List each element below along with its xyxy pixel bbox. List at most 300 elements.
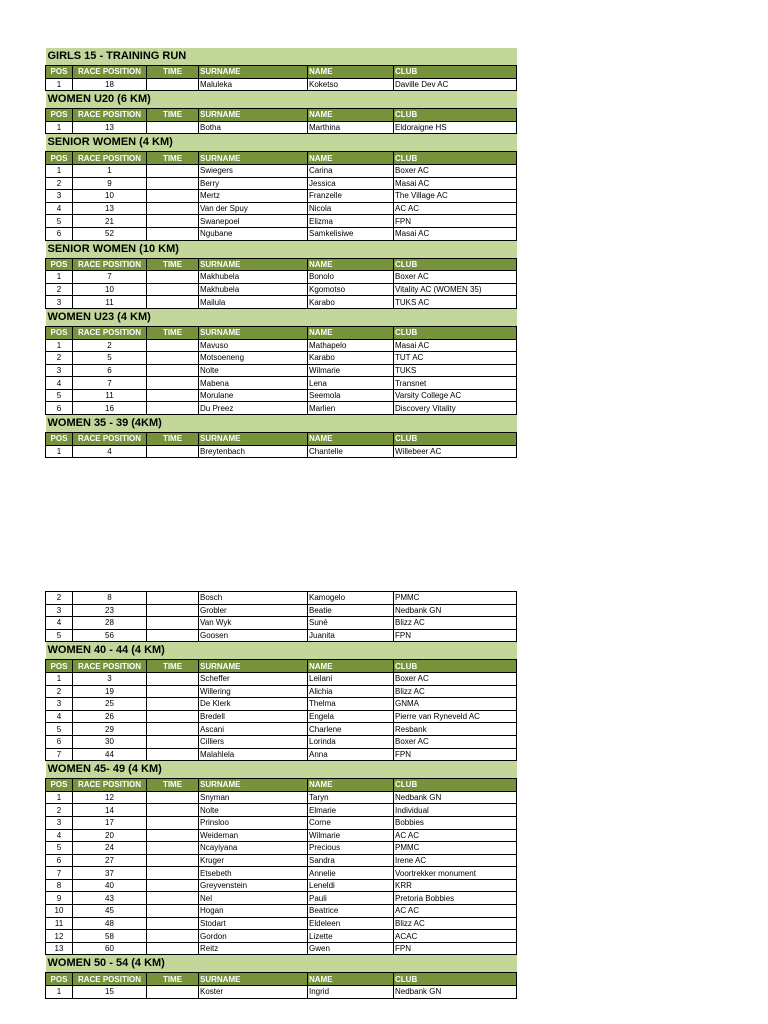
surname-cell: Nel <box>199 892 308 905</box>
pos-cell: 1 <box>46 78 73 91</box>
name-cell: Thelma <box>308 698 394 711</box>
time-cell <box>147 164 199 177</box>
table-row <box>46 364 517 377</box>
surname-cell: Mavuso <box>199 339 308 352</box>
category-title: WOMEN 45- 49 (4 KM) <box>46 761 517 779</box>
surname-cell: Koster <box>199 986 308 999</box>
column-header-pos: POS <box>46 66 73 79</box>
name-cell: Koketso <box>308 78 394 91</box>
table-row <box>46 791 517 804</box>
race-position-cell: 9 <box>73 177 147 190</box>
surname-cell: Kruger <box>199 854 308 867</box>
name-cell: Lorinda <box>308 735 394 748</box>
surname-cell: Reitz <box>199 942 308 955</box>
club-cell: Nedbank GN <box>394 604 517 617</box>
club-cell: The Village AC <box>394 190 517 203</box>
column-header-club: CLUB <box>394 152 517 165</box>
name-cell: Nicola <box>308 202 394 215</box>
column-header-name: NAME <box>308 66 394 79</box>
table-row <box>46 672 517 685</box>
name-cell: Sandra <box>308 854 394 867</box>
race-position-cell: 29 <box>73 723 147 736</box>
surname-cell: Goosen <box>199 629 308 642</box>
column-header-surname: SURNAME <box>199 66 308 79</box>
time-cell <box>147 879 199 892</box>
column-header-time: TIME <box>147 66 199 79</box>
column-header-surname: SURNAME <box>199 152 308 165</box>
column-header-time: TIME <box>147 660 199 673</box>
name-cell: Leneldi <box>308 879 394 892</box>
surname-cell: Prinsloo <box>199 816 308 829</box>
pos-cell: 8 <box>46 879 73 892</box>
column-header-name: NAME <box>308 258 394 271</box>
time-cell <box>147 854 199 867</box>
time-cell <box>147 617 199 630</box>
category-title: WOMEN 50 - 54 (4 KM) <box>46 955 517 973</box>
name-cell: Franzelle <box>308 190 394 203</box>
pos-cell: 2 <box>46 685 73 698</box>
table-row <box>46 842 517 855</box>
surname-cell: Scheffer <box>199 672 308 685</box>
name-cell: Juanita <box>308 629 394 642</box>
club-cell: Willebeer AC <box>394 445 517 458</box>
name-cell: Kamogelo <box>308 592 394 605</box>
table-row <box>46 942 517 955</box>
time-cell <box>147 177 199 190</box>
surname-cell: Mailula <box>199 296 308 309</box>
club-cell: ACAC <box>394 930 517 943</box>
table-row <box>46 829 517 842</box>
column-header-club: CLUB <box>394 433 517 446</box>
time-cell <box>147 121 199 134</box>
time-cell <box>147 78 199 91</box>
pos-cell: 3 <box>46 698 73 711</box>
name-cell: Wilmarie <box>308 364 394 377</box>
club-cell: Eldoraigne HS <box>394 121 517 134</box>
column-header-club: CLUB <box>394 779 517 792</box>
surname-cell: Bredell <box>199 710 308 723</box>
race-position-cell: 11 <box>73 296 147 309</box>
column-header-name: NAME <box>308 973 394 986</box>
time-cell <box>147 748 199 761</box>
column-header-surname: SURNAME <box>199 660 308 673</box>
category-title: SENIOR WOMEN (10 KM) <box>46 240 517 258</box>
category-title-row <box>46 91 517 109</box>
race-position-cell: 3 <box>73 672 147 685</box>
club-cell: Masai AC <box>394 339 517 352</box>
pos-cell: 4 <box>46 617 73 630</box>
column-header-surname: SURNAME <box>199 433 308 446</box>
time-cell <box>147 942 199 955</box>
name-cell: Elizma <box>308 215 394 228</box>
club-cell: FPN <box>394 942 517 955</box>
race-position-cell: 14 <box>73 804 147 817</box>
pos-cell: 13 <box>46 942 73 955</box>
pos-cell: 1 <box>46 986 73 999</box>
column-header-row <box>46 433 517 446</box>
pos-cell: 12 <box>46 930 73 943</box>
race-position-cell: 20 <box>73 829 147 842</box>
race-position-cell: 60 <box>73 942 147 955</box>
club-cell: Irene AC <box>394 854 517 867</box>
category-title: WOMEN 35 - 39 (4KM) <box>46 415 517 433</box>
club-cell: TUT AC <box>394 352 517 365</box>
club-cell: Nedbank GN <box>394 791 517 804</box>
club-cell: Discovery Vitality <box>394 402 517 415</box>
table-row <box>46 867 517 880</box>
table-row <box>46 710 517 723</box>
club-cell: AC AC <box>394 905 517 918</box>
surname-cell: Cilliers <box>199 735 308 748</box>
name-cell: Jessica <box>308 177 394 190</box>
club-cell: Bobbies <box>394 816 517 829</box>
column-header-race-position: RACE POSITION <box>73 433 147 446</box>
name-cell: Lizette <box>308 930 394 943</box>
name-cell: Wilmarie <box>308 829 394 842</box>
race-position-cell: 48 <box>73 917 147 930</box>
table-row <box>46 854 517 867</box>
time-cell <box>147 339 199 352</box>
time-cell <box>147 271 199 284</box>
club-cell: Resbank <box>394 723 517 736</box>
surname-cell: Van der Spuy <box>199 202 308 215</box>
race-position-cell: 15 <box>73 986 147 999</box>
column-header-row <box>46 973 517 986</box>
column-header-name: NAME <box>308 109 394 122</box>
column-header-pos: POS <box>46 660 73 673</box>
surname-cell: De Klerk <box>199 698 308 711</box>
name-cell: Bonolo <box>308 271 394 284</box>
surname-cell: Weideman <box>199 829 308 842</box>
pos-cell: 4 <box>46 202 73 215</box>
surname-cell: Greyvenstein <box>199 879 308 892</box>
column-header-club: CLUB <box>394 660 517 673</box>
category-title: WOMEN 40 - 44 (4 KM) <box>46 642 517 660</box>
column-header-time: TIME <box>147 258 199 271</box>
column-header-race-position: RACE POSITION <box>73 779 147 792</box>
column-header-name: NAME <box>308 326 394 339</box>
column-header-pos: POS <box>46 326 73 339</box>
time-cell <box>147 389 199 402</box>
pos-cell: 3 <box>46 296 73 309</box>
race-position-cell: 5 <box>73 352 147 365</box>
surname-cell: Malahlela <box>199 748 308 761</box>
race-position-cell: 56 <box>73 629 147 642</box>
table-row <box>46 816 517 829</box>
pos-cell: 3 <box>46 816 73 829</box>
pos-cell: 4 <box>46 377 73 390</box>
column-header-time: TIME <box>147 433 199 446</box>
category-title: WOMEN U20 (6 KM) <box>46 91 517 109</box>
name-cell: Beatrice <box>308 905 394 918</box>
column-header-surname: SURNAME <box>199 109 308 122</box>
table-row <box>46 892 517 905</box>
name-cell: Suné <box>308 617 394 630</box>
time-cell <box>147 816 199 829</box>
time-cell <box>147 352 199 365</box>
club-cell: Blizz AC <box>394 685 517 698</box>
table-row <box>46 121 517 134</box>
club-cell: TUKS <box>394 364 517 377</box>
name-cell: Precious <box>308 842 394 855</box>
column-header-race-position: RACE POSITION <box>73 973 147 986</box>
column-header-row <box>46 779 517 792</box>
race-position-cell: 7 <box>73 271 147 284</box>
table-row <box>46 986 517 999</box>
column-header-race-position: RACE POSITION <box>73 66 147 79</box>
table-row <box>46 748 517 761</box>
table-row <box>46 78 517 91</box>
race-position-cell: 11 <box>73 389 147 402</box>
pos-cell: 1 <box>46 164 73 177</box>
surname-cell: Ascani <box>199 723 308 736</box>
surname-cell: Morulane <box>199 389 308 402</box>
time-cell <box>147 402 199 415</box>
pos-cell: 7 <box>46 748 73 761</box>
pos-cell: 5 <box>46 723 73 736</box>
time-cell <box>147 986 199 999</box>
surname-cell: Botha <box>199 121 308 134</box>
column-header-race-position: RACE POSITION <box>73 660 147 673</box>
race-position-cell: 27 <box>73 854 147 867</box>
table-row <box>46 227 517 240</box>
time-cell <box>147 685 199 698</box>
race-position-cell: 6 <box>73 364 147 377</box>
column-header-row <box>46 258 517 271</box>
pos-cell: 3 <box>46 604 73 617</box>
time-cell <box>147 604 199 617</box>
column-header-name: NAME <box>308 660 394 673</box>
surname-cell: Swanepoel <box>199 215 308 228</box>
column-header-row <box>46 66 517 79</box>
pos-cell: 7 <box>46 867 73 880</box>
table-row <box>46 629 517 642</box>
time-cell <box>147 296 199 309</box>
pos-cell: 5 <box>46 842 73 855</box>
column-header-name: NAME <box>308 433 394 446</box>
pos-cell: 3 <box>46 364 73 377</box>
pos-cell: 6 <box>46 402 73 415</box>
pos-cell: 1 <box>46 672 73 685</box>
surname-cell: Stodart <box>199 917 308 930</box>
table-row <box>46 685 517 698</box>
column-header-surname: SURNAME <box>199 973 308 986</box>
category-title: WOMEN U23 (4 KM) <box>46 308 517 326</box>
pos-cell: 1 <box>46 121 73 134</box>
club-cell: Blizz AC <box>394 917 517 930</box>
column-header-surname: SURNAME <box>199 779 308 792</box>
table-row <box>46 723 517 736</box>
name-cell: Carina <box>308 164 394 177</box>
column-header-club: CLUB <box>394 326 517 339</box>
column-header-race-position: RACE POSITION <box>73 258 147 271</box>
time-cell <box>147 791 199 804</box>
column-header-surname: SURNAME <box>199 258 308 271</box>
race-position-cell: 23 <box>73 604 147 617</box>
pos-cell: 10 <box>46 905 73 918</box>
table-row <box>46 804 517 817</box>
club-cell: Individual <box>394 804 517 817</box>
column-header-name: NAME <box>308 779 394 792</box>
club-cell: PMMC <box>394 842 517 855</box>
time-cell <box>147 917 199 930</box>
time-cell <box>147 445 199 458</box>
table-row <box>46 190 517 203</box>
club-cell: FPN <box>394 748 517 761</box>
club-cell: FPN <box>394 215 517 228</box>
pos-cell: 5 <box>46 629 73 642</box>
time-cell <box>147 283 199 296</box>
column-header-time: TIME <box>147 326 199 339</box>
category-title-row <box>46 415 517 433</box>
pos-cell: 5 <box>46 215 73 228</box>
race-position-cell: 10 <box>73 283 147 296</box>
surname-cell: Mertz <box>199 190 308 203</box>
club-cell: Nedbank GN <box>394 986 517 999</box>
table-row <box>46 271 517 284</box>
column-header-time: TIME <box>147 109 199 122</box>
club-cell: Vitality AC (WOMEN 35) <box>394 283 517 296</box>
column-header-pos: POS <box>46 152 73 165</box>
category-title-row <box>46 240 517 258</box>
name-cell: Anna <box>308 748 394 761</box>
time-cell <box>147 202 199 215</box>
time-cell <box>147 930 199 943</box>
race-position-cell: 44 <box>73 748 147 761</box>
name-cell: Marthina <box>308 121 394 134</box>
category-title-row <box>46 761 517 779</box>
name-cell: Beatie <box>308 604 394 617</box>
race-position-cell: 24 <box>73 842 147 855</box>
time-cell <box>147 735 199 748</box>
surname-cell: Nolte <box>199 804 308 817</box>
surname-cell: Gordon <box>199 930 308 943</box>
club-cell: AC AC <box>394 829 517 842</box>
pos-cell: 1 <box>46 339 73 352</box>
club-cell: PMMC <box>394 592 517 605</box>
column-header-race-position: RACE POSITION <box>73 326 147 339</box>
name-cell: Kgomotso <box>308 283 394 296</box>
name-cell: Marlien <box>308 402 394 415</box>
results-page-1 <box>45 48 516 458</box>
category-title-row <box>46 308 517 326</box>
name-cell: Eldeleen <box>308 917 394 930</box>
category-title: SENIOR WOMEN (4 KM) <box>46 134 517 152</box>
race-position-cell: 13 <box>73 202 147 215</box>
race-position-cell: 26 <box>73 710 147 723</box>
race-position-cell: 2 <box>73 339 147 352</box>
club-cell: GNMA <box>394 698 517 711</box>
pos-cell: 6 <box>46 227 73 240</box>
column-header-pos: POS <box>46 973 73 986</box>
name-cell: Gwen <box>308 942 394 955</box>
column-header-club: CLUB <box>394 973 517 986</box>
name-cell: Ingrid <box>308 986 394 999</box>
race-position-cell: 58 <box>73 930 147 943</box>
race-position-cell: 37 <box>73 867 147 880</box>
club-cell: TUKS AC <box>394 296 517 309</box>
club-cell: Pretoria Bobbies <box>394 892 517 905</box>
race-position-cell: 19 <box>73 685 147 698</box>
surname-cell: Nolte <box>199 364 308 377</box>
race-position-cell: 30 <box>73 735 147 748</box>
column-header-club: CLUB <box>394 258 517 271</box>
time-cell <box>147 227 199 240</box>
pos-cell: 3 <box>46 190 73 203</box>
time-cell <box>147 829 199 842</box>
surname-cell: Ngubane <box>199 227 308 240</box>
club-cell: Voortrekker monument <box>394 867 517 880</box>
time-cell <box>147 364 199 377</box>
club-cell: FPN <box>394 629 517 642</box>
table-row <box>46 445 517 458</box>
pos-cell: 4 <box>46 829 73 842</box>
column-header-row <box>46 109 517 122</box>
name-cell: Karabo <box>308 352 394 365</box>
table-row <box>46 879 517 892</box>
race-position-cell: 8 <box>73 592 147 605</box>
name-cell: Corne <box>308 816 394 829</box>
time-cell <box>147 672 199 685</box>
time-cell <box>147 592 199 605</box>
surname-cell: Van Wyk <box>199 617 308 630</box>
results-table-page-1 <box>45 48 517 458</box>
column-header-race-position: RACE POSITION <box>73 109 147 122</box>
column-header-time: TIME <box>147 973 199 986</box>
club-cell: Boxer AC <box>394 271 517 284</box>
name-cell: Annelie <box>308 867 394 880</box>
table-row <box>46 905 517 918</box>
column-header-race-position: RACE POSITION <box>73 152 147 165</box>
club-cell: Boxer AC <box>394 672 517 685</box>
time-cell <box>147 215 199 228</box>
name-cell: Charlene <box>308 723 394 736</box>
race-position-cell: 16 <box>73 402 147 415</box>
name-cell: Seemola <box>308 389 394 402</box>
race-position-cell: 25 <box>73 698 147 711</box>
category-title-row <box>46 134 517 152</box>
time-cell <box>147 698 199 711</box>
table-row <box>46 402 517 415</box>
name-cell: Taryn <box>308 791 394 804</box>
race-position-cell: 4 <box>73 445 147 458</box>
surname-cell: Swiegers <box>199 164 308 177</box>
club-cell: Pierre van Ryneveld AC <box>394 710 517 723</box>
column-header-time: TIME <box>147 779 199 792</box>
table-row <box>46 296 517 309</box>
table-row <box>46 592 517 605</box>
race-position-cell: 45 <box>73 905 147 918</box>
time-cell <box>147 629 199 642</box>
time-cell <box>147 905 199 918</box>
pos-cell: 6 <box>46 854 73 867</box>
time-cell <box>147 190 199 203</box>
surname-cell: Snyman <box>199 791 308 804</box>
pos-cell: 1 <box>46 791 73 804</box>
pos-cell: 2 <box>46 352 73 365</box>
table-row <box>46 604 517 617</box>
pos-cell: 4 <box>46 710 73 723</box>
club-cell: Masai AC <box>394 227 517 240</box>
pos-cell: 9 <box>46 892 73 905</box>
table-row <box>46 339 517 352</box>
name-cell: Mathapelo <box>308 339 394 352</box>
race-position-cell: 18 <box>73 78 147 91</box>
pos-cell: 1 <box>46 445 73 458</box>
time-cell <box>147 867 199 880</box>
time-cell <box>147 892 199 905</box>
race-position-cell: 28 <box>73 617 147 630</box>
